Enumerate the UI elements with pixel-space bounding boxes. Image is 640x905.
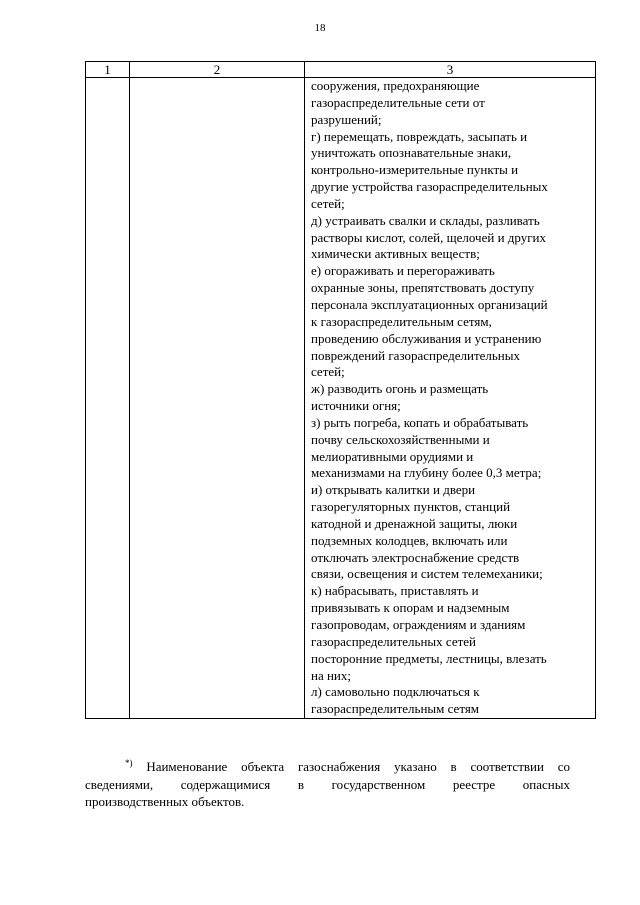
column-3-cell [305,78,596,719]
table-row [86,78,596,719]
text-line: механизмами на глубину более 0,3 метра; [311,465,542,481]
text-line: химически активных веществ; [311,246,480,262]
text-line: персонала эксплуатационных организаций [311,296,548,312]
text-line: газорегуляторных пунктов, станций [311,499,511,515]
text-line: источники огня; [311,398,401,414]
column-header-2: 2 [130,62,305,78]
column-header-3: 3 [305,62,596,78]
text-line: и) открывать калитки и двери [311,482,476,498]
text-line: з) рыть погреба, копать и обрабатывать [311,414,529,430]
text-line: сетей; [311,364,345,380]
text-line: газопроводам, ограждениям и зданиям [311,617,526,632]
text-line: охранные зоны, препятствовать доступу [311,280,535,296]
text-line: л) самовольно подключаться к [311,684,480,700]
text-line: катодной и дренажной защиты, люки [311,515,518,531]
table-header-row [86,62,596,78]
text-line: е) огораживать и перегораживать [311,263,495,279]
column-1-cell [86,78,130,719]
text-line: газораспределительным сетям [311,701,480,717]
text-line: уничтожать опознавательные знаки, [311,145,512,161]
text-line: привязывать к опорам и надземным [311,600,510,616]
text-line: ж) разводить огонь и размещать [311,381,489,397]
text-line: газораспределительных сетей [311,633,477,649]
footnote [85,758,570,811]
footnote-marker: *) [125,758,133,768]
column-2-cell [130,78,305,719]
footnote-line [85,758,570,776]
text-line: на них; [311,667,352,683]
text-line: д) устраивать свалки и склады, разливать [311,212,540,228]
text-line: разрушений; [311,111,382,127]
text-line: сетей; [311,195,345,211]
text-line: отключать электроснабжение средств [311,549,520,565]
footnote-text: Наименование объекта газоснабжения указано в соответствии со [146,759,571,774]
text-line: повреждений газораспределительных [311,347,520,363]
text-line: г) перемещать, повреждать, засыпать и [311,128,528,144]
text-line: посторонние предметы, лестницы, влезать [311,650,547,666]
text-line: контрольно-измерительные пункты и [311,162,519,178]
requirements-table [85,61,596,719]
page-number: 18 [314,22,326,34]
text-line: проведению обслуживания и устранению [311,330,542,346]
text-line: к газораспределительным сетям, [311,313,492,329]
text-line: сооружения, предохраняющие [311,78,480,93]
text-line: другие устройства газораспределительных [311,179,548,195]
footnote-line: сведениями, содержащимися в государственном реестре опасных [85,776,570,792]
text-line: газораспределительные сети от [311,94,485,110]
text-line: связи, освещения и систем телемеханики; [311,566,543,582]
text-line: почву сельскохозяйственными и [311,431,490,447]
column-header-1: 1 [86,62,130,78]
text-line: подземных колодцев, включать или [311,532,508,548]
text-line: к) набрасывать, приставлять и [311,583,479,599]
text-line: растворы кислот, солей, щелочей и других [311,229,547,245]
text-line: мелиоративными орудиями и [311,448,474,464]
footnote-line: производственных объектов. [85,794,245,809]
